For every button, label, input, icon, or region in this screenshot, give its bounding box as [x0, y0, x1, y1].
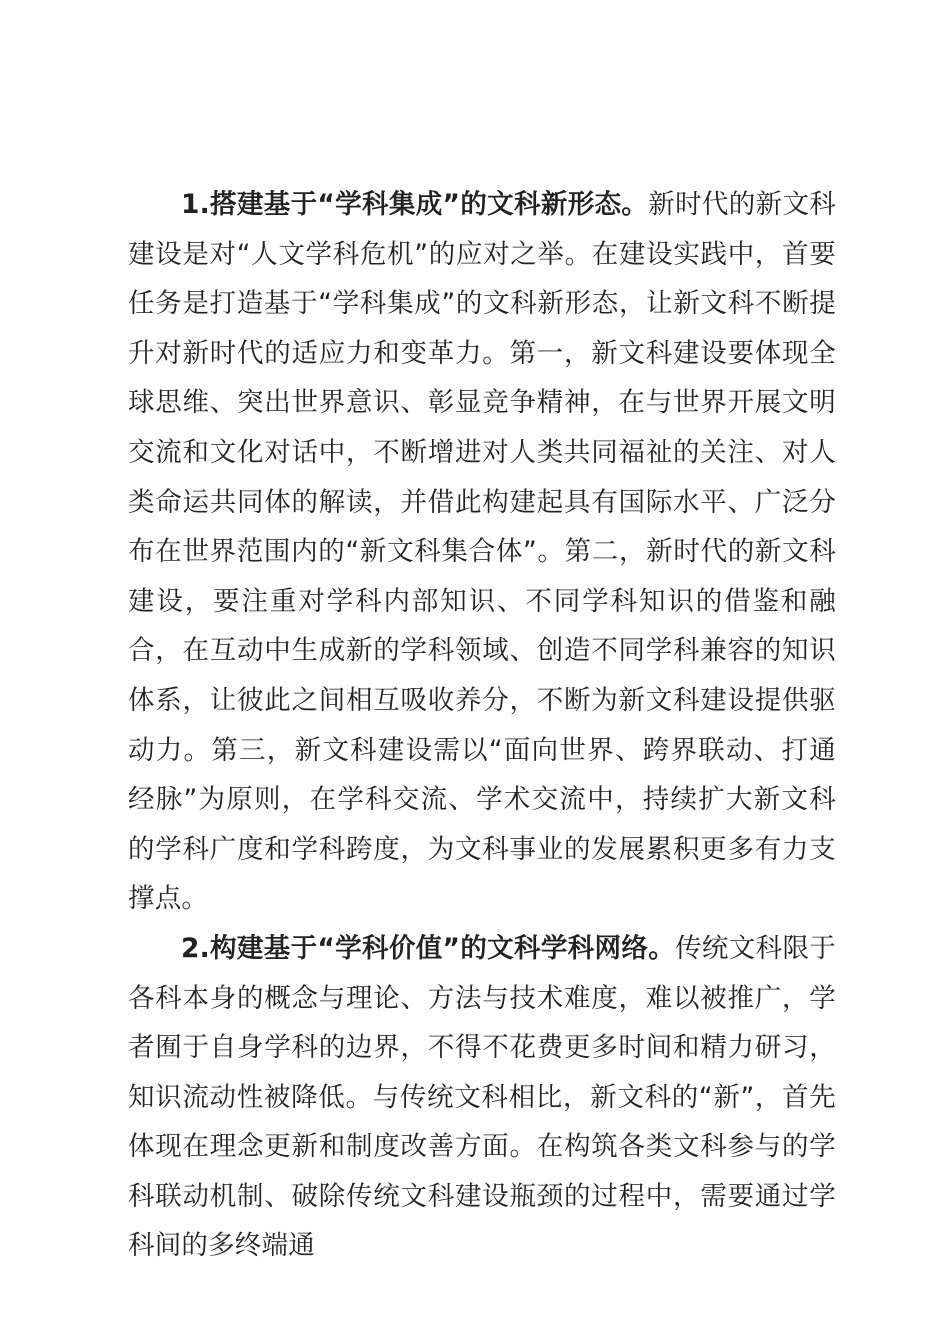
paragraph-2-body: 传统文科限于各科本身的概念与理论、方法与技术难度，难以被推广，学者囿于自身学科的边界，不得不花费更多时间和精力研习，知识流动性被降低。与传统文科相比，新文科的“新”，首先体现在理念更新和制度改善方面。在构筑各类文科参与的学科联动机制、破除传统文科建设瓶颈的过程中，需要通过学科间的多终端通 — [128, 932, 836, 1262]
paragraph-1-body: 新时代的新文科建设是对“人文学科危机”的应对之举。在建设实践中，首要任务是打造基于“学科集成”的文科新形态，让新文科不断提升对新时代的适应力和变革力。第一，新文科建设要体现全球思维、突出世界意识、彰显竞争精神，在与世界开展文明交流和文化对话中，不断增进对人类共同福祉的关注、对人类命运共同体的解读，并借此构建起具有国际水平、广泛分布在世界范围内的“新文科集合体”。第二，新时代的新文科建设，要注重对学科内部知识、不同学科知识的借鉴和融合，在互动中生成新的学科领域、创造不同学科兼容的知识体系，让彼此之间相互吸收养分，不断为新文科建设提供驱动力。第三，新文科建设需以“面向世界、跨界联动、打通经脉”为原则，在学科交流、学术交流中，持续扩大新文科的学科广度和学科跨度，为文科事业的发展累积更多有力支撑点。 — [128, 189, 836, 915]
paragraph-2 — [128, 924, 836, 1271]
paragraph-2-heading: 2.构建基于“学科价值”的文科学科网络。 — [181, 932, 676, 964]
paragraph-1 — [128, 180, 836, 924]
document-page — [128, 180, 836, 1271]
paragraph-1-heading: 1.搭建基于“学科集成”的文科新形态。 — [181, 189, 649, 220]
